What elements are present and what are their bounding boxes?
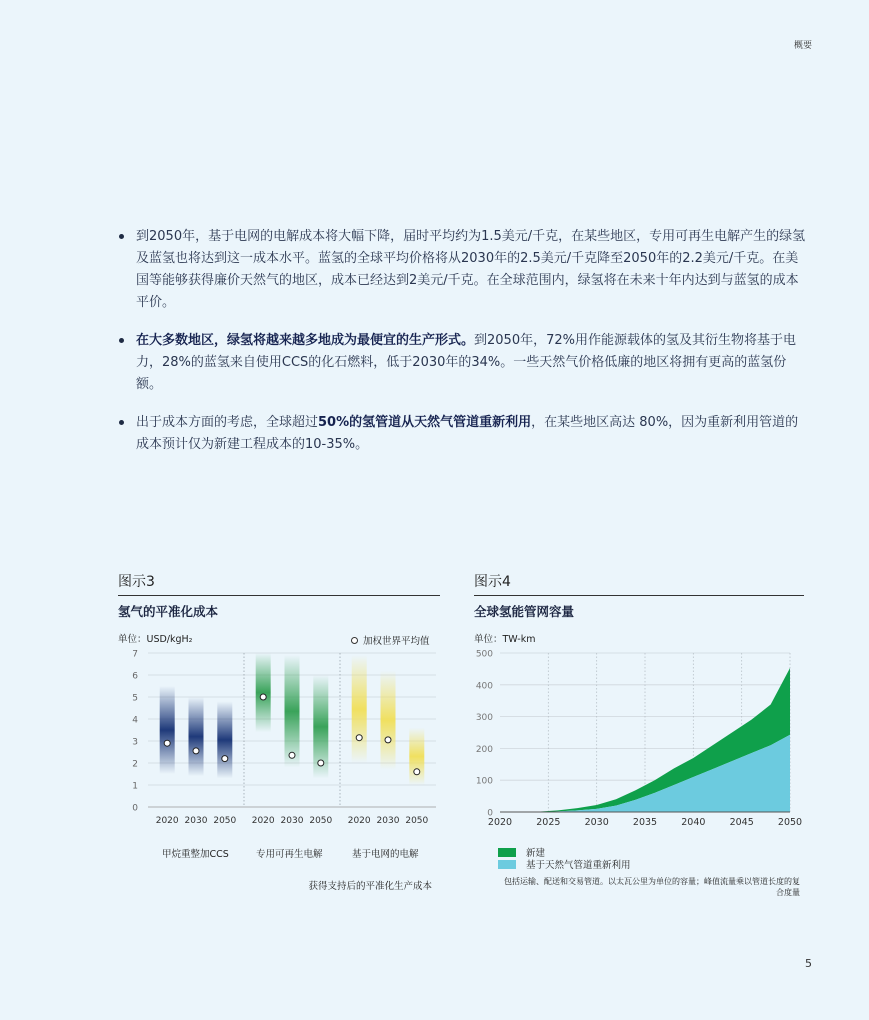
y-tick-label: 500 — [475, 649, 493, 660]
y-tick-label: 2 — [132, 759, 138, 770]
figure-4-number: 图示4 — [474, 571, 804, 596]
average-marker — [222, 756, 228, 762]
bullet-text: ，在某些地区高达 80%，因为重新利用管道的成本预计仅为新建工程成本的10-35%。 — [136, 415, 799, 452]
average-marker — [356, 735, 362, 741]
figure-3-title: 氢气的平准化成本 — [118, 604, 219, 619]
legend-label-new: 新建 — [526, 848, 546, 859]
y-tick-label: 1 — [132, 781, 138, 792]
bullet-emphasis: 在大多数地区，绿氢将越来越多地成为最便宜的生产形式。 — [136, 333, 475, 348]
x-tick-label: 2020 — [347, 816, 371, 826]
x-tick-label: 2050 — [405, 816, 429, 826]
x-tick-label: 2020 — [155, 816, 179, 826]
cost-range-bar — [160, 686, 175, 774]
x-tick-label: 2030 — [584, 817, 609, 828]
y-tick-label: 400 — [475, 681, 493, 692]
x-tick-label: 2050 — [777, 817, 803, 828]
summary-bullet — [117, 226, 807, 314]
pipeline-capacity-chart — [474, 647, 804, 837]
figure-4-unit: 单位：TW-km — [474, 634, 536, 645]
group-label-smr-ccs: 甲烷重整加CCS — [162, 849, 229, 860]
legend-swatch-new — [498, 848, 516, 857]
average-marker — [164, 740, 170, 746]
figure-3-number: 图示3 — [118, 571, 440, 596]
figure-3 — [118, 571, 440, 892]
section-label: 概要 — [793, 41, 812, 51]
cost-range-bar — [189, 697, 204, 776]
summary-bullet — [117, 412, 807, 456]
figure-4-legend — [498, 846, 631, 870]
summary-bullet — [117, 330, 807, 396]
average-legend-label: 加权世界平均值 — [363, 636, 430, 647]
average-marker — [414, 769, 420, 775]
x-tick-label: 2035 — [632, 817, 658, 828]
x-tick-label: 2030 — [280, 816, 304, 826]
page-number: 5 — [805, 957, 812, 970]
figure-4 — [474, 571, 804, 897]
y-tick-label: 7 — [132, 649, 138, 660]
y-tick-label: 0 — [132, 803, 138, 814]
average-marker — [385, 737, 391, 743]
cost-range-bar — [217, 701, 232, 778]
summary-bullets — [117, 226, 807, 472]
figure-4-title: 全球氢能管网容量 — [474, 604, 575, 619]
group-label-renewable: 专用可再生电解 — [256, 849, 323, 860]
average-legend — [351, 633, 430, 647]
legend-label-repurposed: 基于天然气管道重新利用 — [526, 860, 631, 871]
figure-4-note: 包括运输、配送和交易管道。以太瓦公里为单位的容量；峰值流量乘以管道长度的复合度量 — [504, 877, 800, 897]
cost-range-bar — [409, 728, 424, 785]
average-marker — [318, 760, 324, 766]
y-tick-label: 5 — [132, 693, 138, 704]
figure-3-unit: 单位：USD/kgH₂ — [118, 634, 193, 645]
average-marker-icon — [351, 637, 358, 644]
figure-3-footnote: 获得支持后的平准化生产成本 — [308, 881, 432, 892]
bullet-text: 到2050年，72%用作能源载体的氢及其衍生物将基于电力，28%的蓝氢来自使用CCS的化石燃料，低于2030年的34%。一些天然气价格低廉的地区将拥有更高的蓝氢份额。 — [136, 333, 796, 392]
y-tick-label: 300 — [475, 713, 493, 724]
group-label-grid: 基于电网的电解 — [352, 849, 419, 860]
y-tick-label: 100 — [475, 776, 493, 787]
x-tick-label: 2025 — [536, 817, 561, 828]
x-tick-label: 2040 — [681, 817, 706, 828]
average-marker — [260, 694, 266, 700]
y-tick-label: 4 — [132, 715, 138, 726]
cost-range-bar — [352, 655, 367, 763]
bullet-emphasis: 50%的氢管道从天然气管道重新利用 — [318, 415, 532, 430]
x-tick-label: 2030 — [376, 816, 400, 826]
x-tick-label: 2050 — [213, 816, 237, 826]
x-tick-label: 2030 — [184, 816, 208, 826]
y-tick-label: 0 — [487, 808, 493, 819]
x-tick-label: 2020 — [251, 816, 275, 826]
legend-swatch-repurposed — [498, 860, 516, 869]
average-marker — [289, 752, 295, 758]
x-tick-label: 2050 — [309, 816, 333, 826]
x-tick-label: 2045 — [729, 817, 754, 828]
bullet-text: 到2050年，基于电网的电解成本将大幅下降，届时平均约为1.5美元/千克，在某些地区，专用可再生电解产生的绿氢及蓝氢也将达到这一成本水平。蓝氢的全球平均价格将从2030年的2.5美元/千克降至2050年的2.2美元/千克。在美国等能够获得廉价天然气的地区，成本已经达到2美元/千克。在全球范围内，绿氢将在未来十年内达到与蓝氢的成本平价。 — [136, 229, 806, 310]
y-tick-label: 3 — [132, 737, 138, 748]
cost-range-chart — [118, 647, 440, 837]
x-tick-label: 2020 — [487, 817, 513, 828]
cost-range-bar — [285, 655, 300, 767]
average-marker — [193, 748, 199, 754]
y-tick-label: 6 — [132, 671, 138, 682]
y-tick-label: 200 — [475, 744, 493, 755]
bullet-text: 出于成本方面的考虑，全球超过 — [136, 415, 319, 430]
cost-range-bar — [381, 671, 396, 770]
legend-item-repurposed — [498, 858, 631, 870]
cost-range-bar — [256, 653, 271, 732]
